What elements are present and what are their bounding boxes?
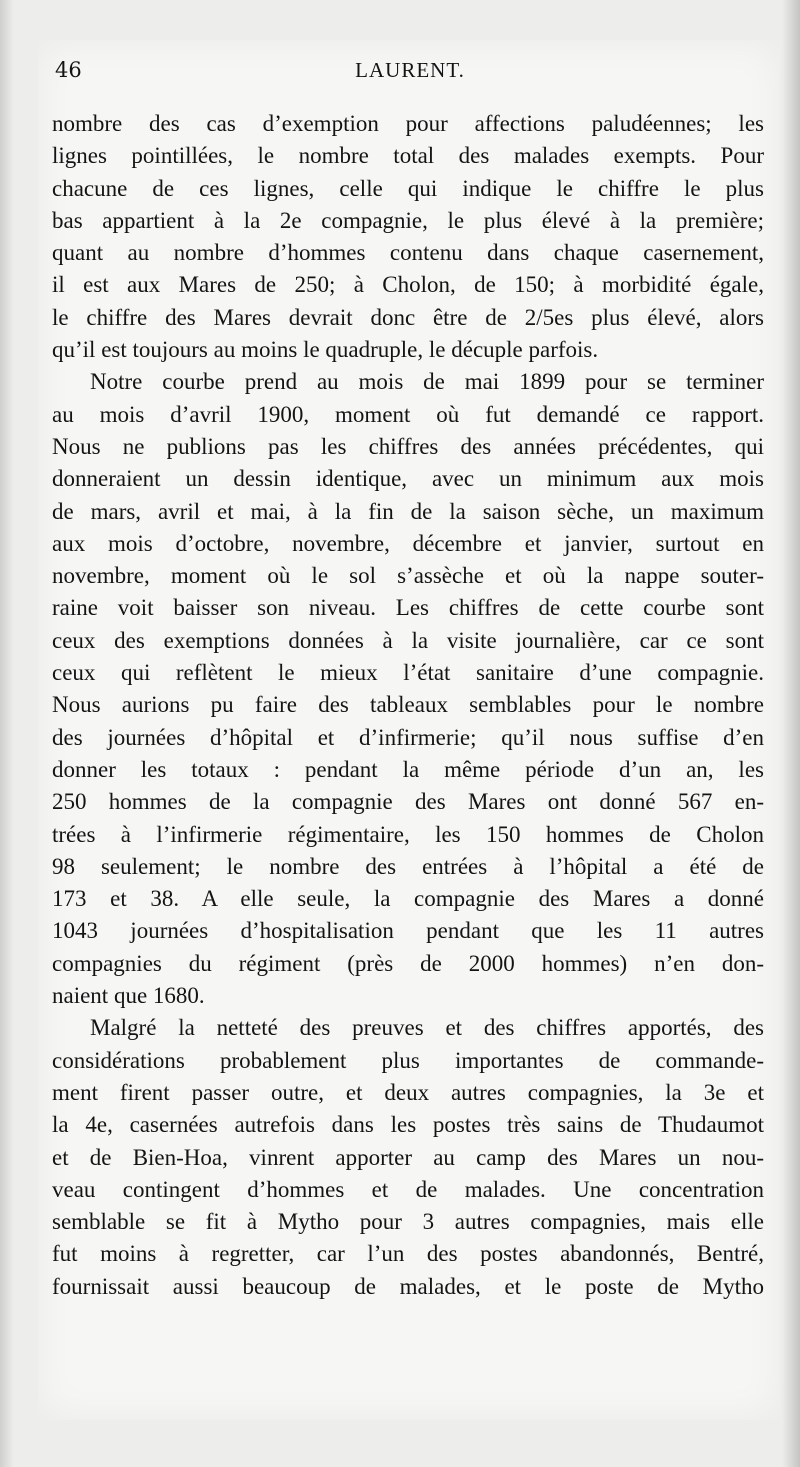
running-head: LAURENT. [355,58,465,82]
text-line: raine voit baisser son niveau. Les chiffres de cette courbe sont [52,595,764,621]
text-line: ceux des exemptions données à la visite journalière, car ce sont [52,627,764,653]
page-header [55,58,765,98]
text-line: et de Bien-Hoa, vinrent apporter au camp des Mares un nou- [52,1144,764,1170]
text-line: donneraient un dessin identique, avec un minimum aux mois [52,466,764,492]
text-line: nombre des cas d’exemption pour affections paludéennes; les [52,111,764,136]
text-line: il est aux Mares de 250; à Cholon, de 150; à morbidité égale, [52,272,764,298]
page-binding-shadow [0,0,14,1467]
text-line: Malgré la netteté des preuves et des chiffres apportés, des [90,1015,764,1041]
text-line: aux mois d’octobre, novembre, décembre et janvier, surtout en [52,530,764,556]
text-line: 98 seulement; le nombre des entrées à l’hôpital a été de [52,853,764,879]
text-line: fut moins à regretter, car l’un des postes abandonnés, Bentré, [52,1241,764,1267]
text-line: le chiffre des Mares devrait donc être de 2/5es plus élevé, alors [52,304,764,330]
text-line: chacune de ces lignes, celle qui indique le chiffre le plus [52,175,764,201]
text-line: 250 hommes de la compagnie des Mares ont donné 567 en- [52,789,764,815]
text-line: Nous aurions pu faire des tableaux semblables pour le nombre [52,692,764,718]
text-line: des journées d’hôpital et d’infirmerie; qu’il nous suffise d’en [52,724,764,750]
text-line: novembre, moment où le sol s’assèche et où la nappe souter- [52,563,764,589]
text-line: quant au nombre d’hommes contenu dans chaque casernement, [52,240,764,266]
text-line: semblable se fit à Mytho pour 3 autres compagnies, mais elle [52,1209,764,1235]
text-line: bas appartient à la 2e compagnie, le plus élevé à la première; [52,207,764,233]
text-line: lignes pointillées, le nombre total des malades exempts. Pour [52,143,764,169]
text-line: Notre courbe prend au mois de mai 1899 pour se terminer [90,369,764,395]
text-line: veau contingent d’hommes et de malades. Une concentration [52,1176,764,1202]
text-line: naient que 1680. [52,983,205,1009]
text-line: considérations probablement plus importantes de commande- [52,1047,764,1073]
text-line: 1043 journées d’hospitalisation pendant que les 11 autres [52,918,764,944]
text-line: ment firent passer outre, et deux autres compagnies, la 3e et [52,1079,764,1105]
text-line: 173 et 38. A elle seule, la compagnie des Mares a donné [52,886,764,912]
body-text [52,108,764,1303]
text-line: compagnies du régiment (près de 2000 hommes) n’en don- [52,950,764,976]
text-line: de mars, avril et mai, à la fin de la saison sèche, un maximum [52,498,764,524]
text-line: qu’il est toujours au moins le quadruple, le décuple parfois. [52,337,599,363]
text-line: ceux qui reflètent le mieux l’état sanitaire d’une compagnie. [52,660,764,686]
text-line: trées à l’infirmerie régimentaire, les 150 hommes de Cholon [52,821,764,847]
text-line: donner les totaux : pendant la même période d’un an, les [52,756,764,782]
text-line: la 4e, casernées autrefois dans les postes très sains de Thudaumot [52,1112,764,1138]
page-number: 46 [55,58,82,82]
text-line: au mois d’avril 1900, moment où fut demandé ce rapport. [52,401,764,427]
page-edge-shadow [782,0,800,1467]
text-line: fournissait aussi beaucoup de malades, et le poste de Mytho [52,1273,764,1299]
text-line: Nous ne publions pas les chiffres des années précédentes, qui [52,433,764,459]
